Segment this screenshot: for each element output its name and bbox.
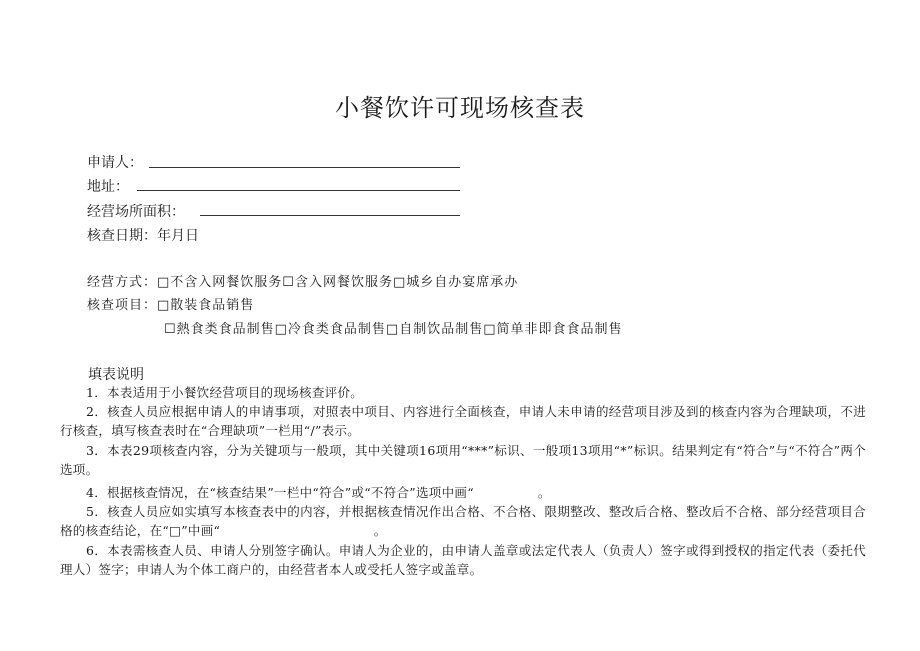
inspection-items-label: 核查项目： (87, 298, 158, 313)
notes-heading: 填表说明 (88, 367, 144, 383)
note-2: 2．核查人员应根据申请人的申请事项，对照表中项目、内容进行全面核查，申请人未申请的经营项目涉及到的核查内容为合理缺项，不进行核查，填写核查表时在“合理缺项”一栏用“/”表示。 (60, 404, 866, 438)
inspection-items-row (87, 294, 254, 313)
address-underline (137, 190, 460, 191)
inspection-date-value: 年月日 (157, 228, 199, 244)
note-1: 1．本表适用于小餐饮经营项目的现场核查评价。 (86, 385, 364, 400)
business-mode-options: □不含入网餐饮服务☐含入网餐饮服务□城乡自办宴席承办 (157, 275, 519, 290)
applicant-underline (149, 167, 460, 168)
inspection-items-line-1: □散装食品销售 (157, 298, 255, 313)
area-underline (200, 215, 460, 216)
business-mode-label: 经营方式： (87, 275, 158, 290)
business-mode-row (87, 271, 518, 290)
note-6: 6．本表需核查人员、申请人分别签字确认。申请人为企业的，由申请人盖章或法定代表人（负责人）签字或得到授权的指定代表（委托代理人）签字；申请人为个体工商户的，由经营者本人或受托人签字或盖章。 (60, 543, 866, 577)
address-label: 地址： (87, 179, 129, 195)
note-3: 3．本表29项核查内容，分为关键项与一般项，其中关键项16项用“***”标识、一般项13项用“*”标识。结果判定有“符合”与“不符合”两个选项。 (60, 443, 866, 477)
note-5: 5．核查人员应如实填写本核查表中的内容，并根据核查情况作出合格、不合格、限期整改、整改后合格、整改后不合格、部分经营项目合格的核查结论，在“□”中画“ 。 (60, 504, 866, 538)
inspection-date-row (87, 225, 199, 245)
inspection-items-line-2: ☐熱食类食品制售□冷食类食品制售□自制饮品制售□简单非即食食品制售 (164, 322, 623, 337)
page-title: 小餐饮许可现场核查表 (335, 94, 585, 122)
note-4: 4．根据核查情况，在“核查结果”一栏中“符合”或“不符合”选项中画“ 。 (86, 485, 551, 500)
area-label: 经营场所面积： (87, 204, 185, 220)
inspection-date-label: 核查日期： (87, 228, 157, 244)
applicant-label: 申请人： (87, 155, 143, 171)
